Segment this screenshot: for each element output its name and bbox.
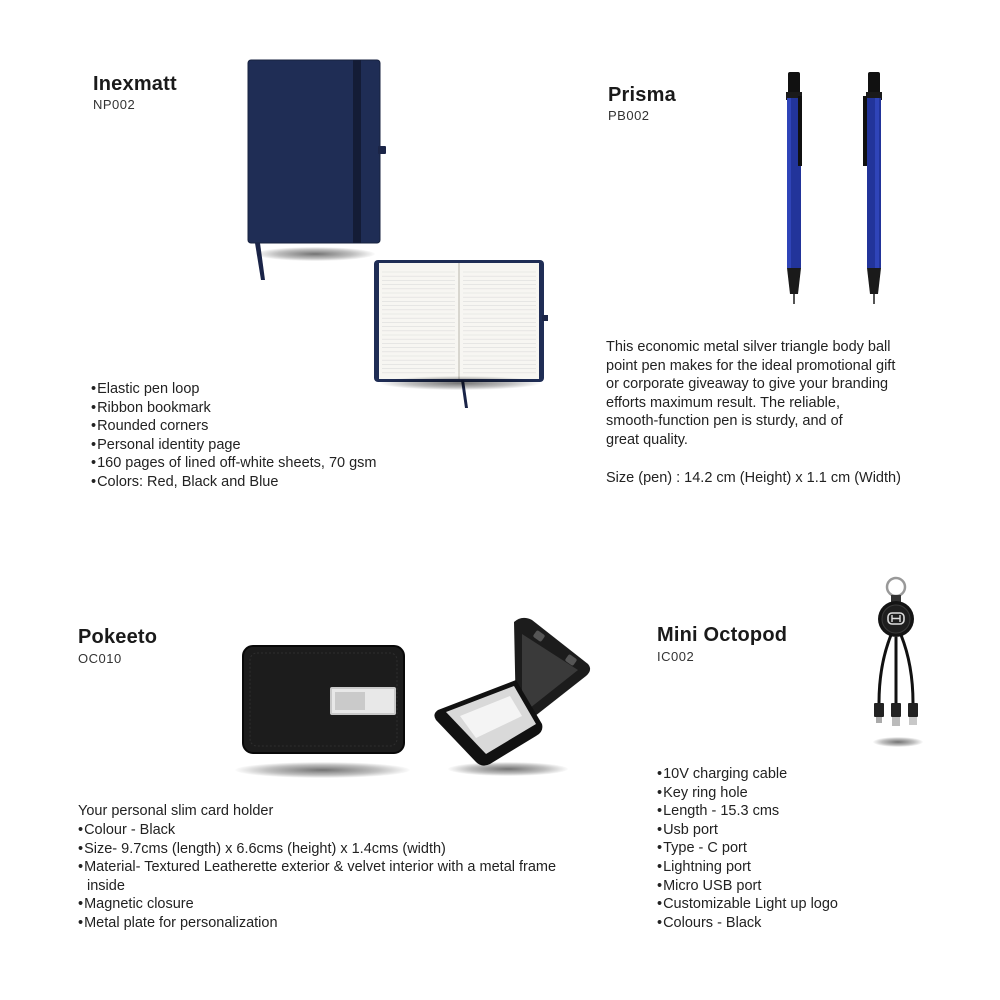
mini-octopod-feature: • 10V charging cable	[657, 765, 987, 784]
inexmatt-feature: • Rounded corners	[91, 417, 451, 436]
prisma-description-line: This economic metal silver triangle body ball	[606, 339, 891, 355]
inexmatt-feature: • Elastic pen loop	[91, 380, 451, 399]
mini-octopod-feature: • Colours - Black	[657, 914, 987, 933]
inexmatt-feature: • Personal identity page	[91, 436, 451, 455]
mini-octopod-title: Mini Octopod	[657, 624, 788, 646]
card-holder-open-shadow	[448, 762, 568, 776]
prisma-description-line: point pen makes for the ideal promotional gift	[606, 357, 896, 374]
mini-octopod-feature: • Lightning port	[657, 858, 987, 877]
prisma-code: PB002	[608, 108, 650, 123]
closed-notebook-shadow	[255, 247, 375, 261]
mini-octopod-feature: • Length - 15.3 cms	[657, 802, 987, 821]
pokeeto-code: OC010	[78, 651, 122, 666]
mini-octopod-code: IC002	[657, 649, 695, 664]
charging-cable-image	[865, 575, 935, 750]
inexmatt-code: NP002	[93, 97, 136, 112]
prisma-description-line: great quality.	[606, 431, 688, 448]
mini-octopod-features	[657, 765, 987, 932]
pokeeto-feature: • Colour - Black	[78, 821, 558, 840]
mini-octopod-feature: • Micro USB port	[657, 877, 987, 896]
pokeeto-feature: • Size- 9.7cms (length) x 6.6cms (height) x 1.4cms (width)	[78, 840, 558, 859]
inexmatt-feature: • Colors: Red, Black and Blue	[91, 473, 451, 492]
card-holder-closed-shadow	[235, 762, 410, 778]
mini-octopod-feature: • Type - C port	[657, 839, 987, 858]
inexmatt-feature: • Ribbon bookmark	[91, 399, 451, 418]
card-holder-open-image	[430, 612, 600, 772]
prisma-description-line: or corporate giveaway to give your branding	[606, 376, 889, 393]
prisma-title: Prisma	[608, 84, 676, 106]
pokeeto-feature: • Material- Textured Leatherette exterior & velvet interior with a metal frame inside	[78, 858, 558, 895]
prisma-description-line: smooth-function pen is sturdy, and of	[606, 413, 843, 430]
prisma-description	[606, 338, 986, 450]
mini-octopod-feature: • Usb port	[657, 821, 987, 840]
mini-octopod-feature: • Customizable Light up logo	[657, 895, 987, 914]
inexmatt-title: Inexmatt	[93, 73, 177, 95]
inexmatt-feature: • 160 pages of lined off-white sheets, 70 gsm	[91, 454, 451, 473]
pokeeto-features	[78, 821, 558, 933]
pokeeto-feature: • Magnetic closure	[78, 895, 558, 914]
pokeeto-intro: Your personal slim card holder	[78, 803, 274, 819]
mini-octopod-feature: • Key ring hole	[657, 784, 987, 803]
pokeeto-feature: • Metal plate for personalization	[78, 914, 558, 933]
prisma-description-line: efforts maximum result. The reliable,	[606, 394, 840, 411]
inexmatt-features	[91, 380, 451, 492]
prisma-size: Size (pen) : 14.2 cm (Height) x 1.1 cm (Width)	[606, 470, 901, 486]
pokeeto-title: Pokeeto	[78, 626, 158, 648]
card-holder-closed-image	[240, 643, 410, 758]
charging-cable-shadow	[873, 737, 923, 747]
pen-image	[780, 70, 810, 310]
pen-image	[860, 70, 890, 310]
